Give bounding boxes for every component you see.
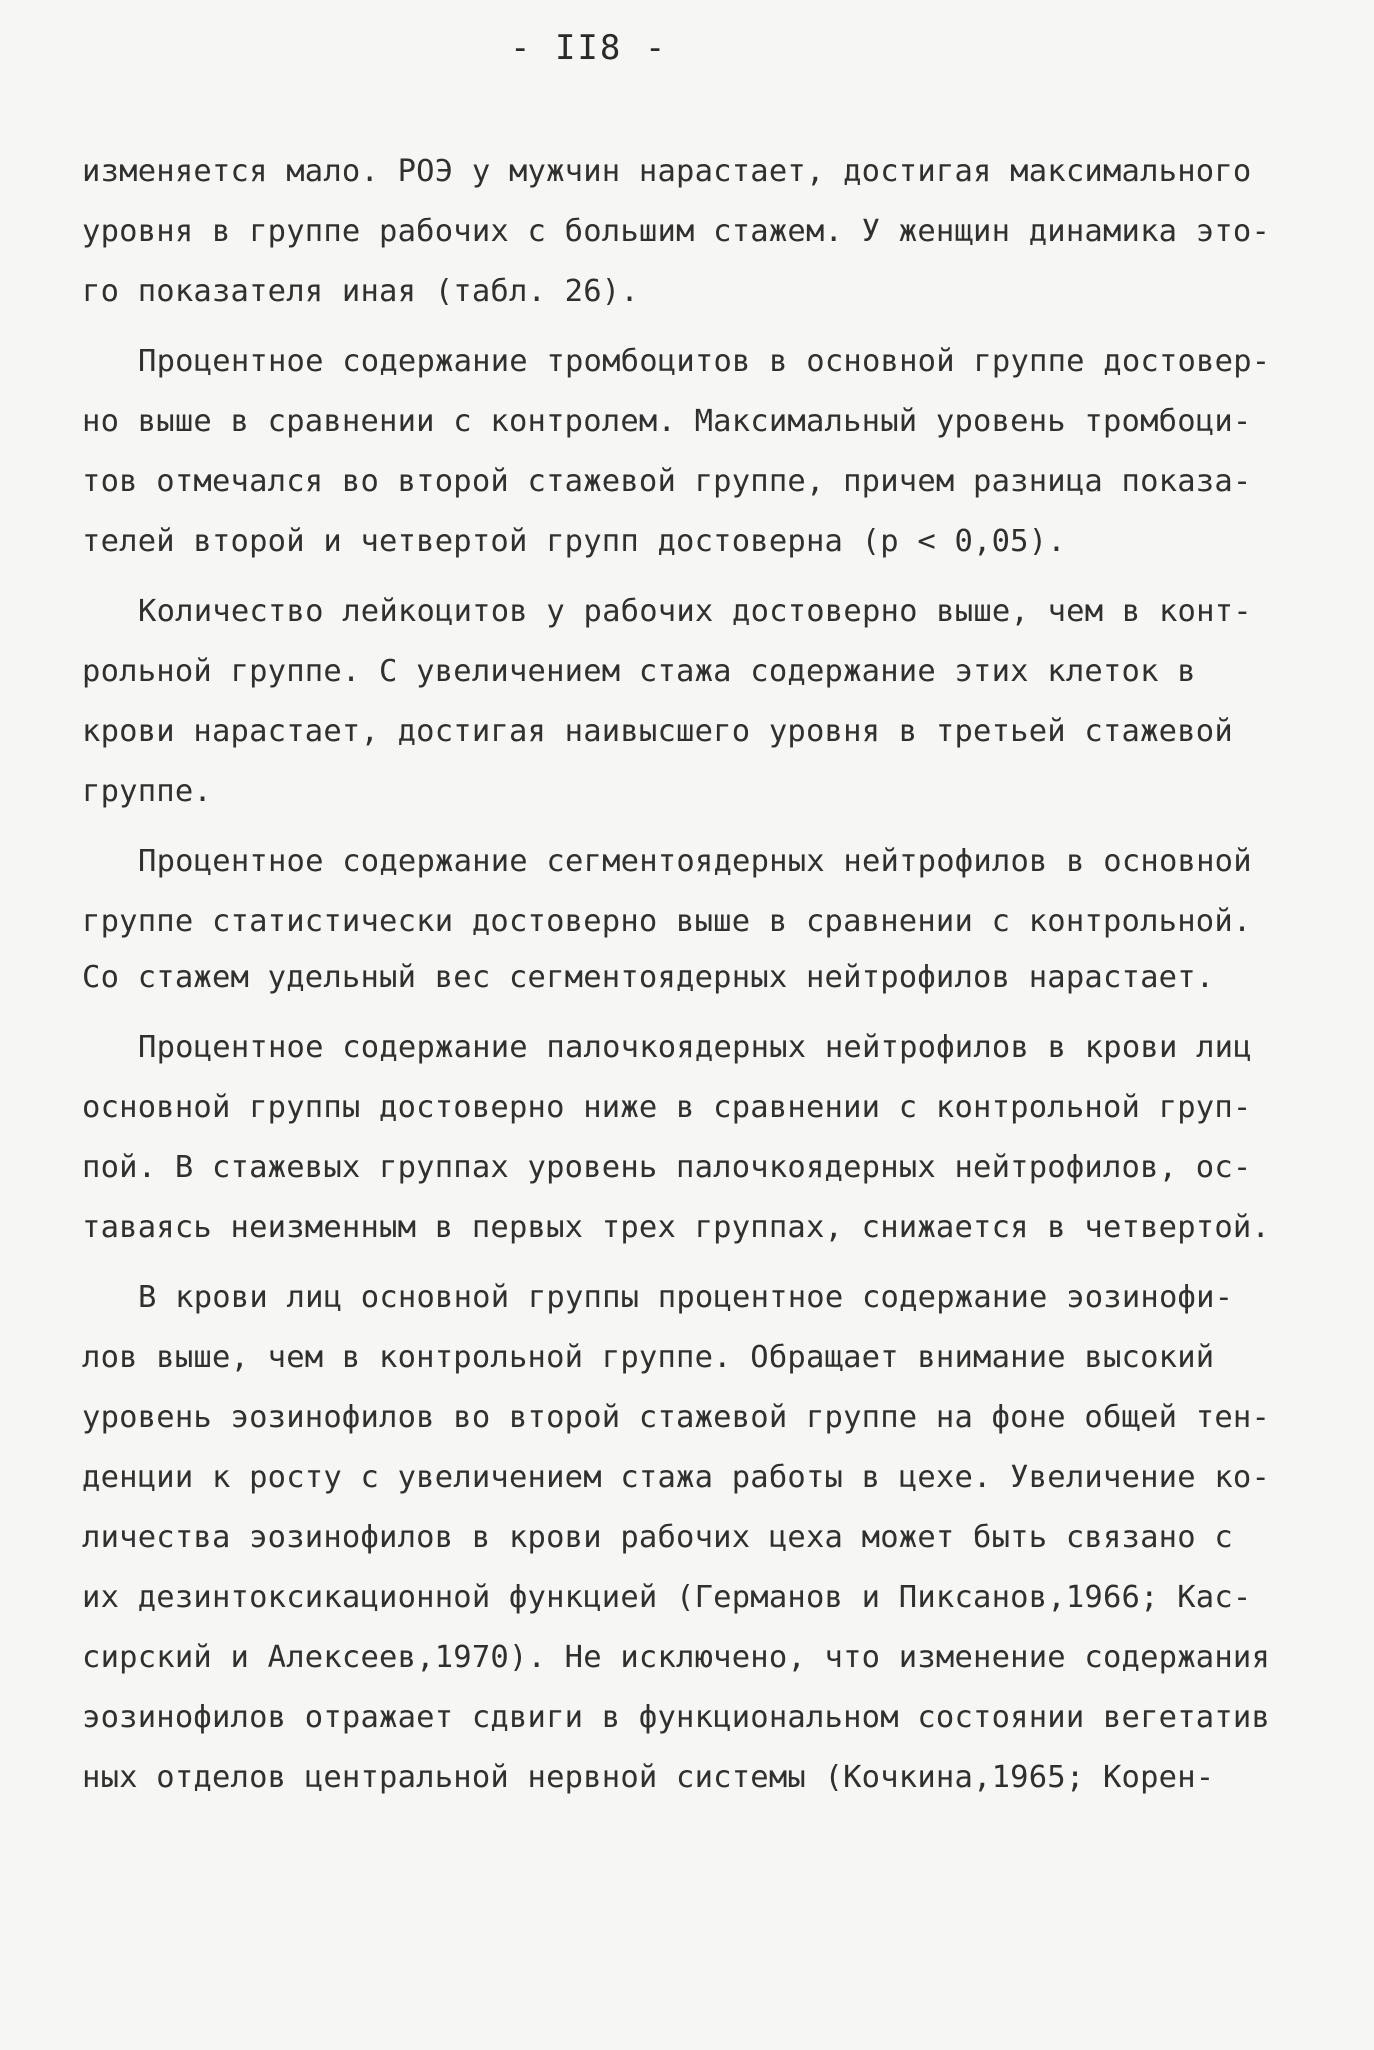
- paragraph-first-line: В крови лиц основной группы процентное содержание эозинофи-: [138, 1280, 1234, 1315]
- text-line: личества эозинофилов в крови рабочих цеха может быть связано с: [82, 1520, 1233, 1555]
- paragraph-first-line: Процентное содержание тромбоцитов в основной группе достовер-: [138, 344, 1271, 379]
- text-line: но выше в сравнении с контролем. Максимальный уровень тромбоци-: [82, 404, 1252, 439]
- paragraph-first-line: Процентное содержание сегментоядерных нейтрофилов в основной: [138, 844, 1252, 879]
- paragraph-first-line: Процентное содержание палочкоядерных нейтрофилов в крови лиц: [138, 1030, 1252, 1065]
- text-line: крови нарастает, достигая наивысшего уровня в третьей стажевой: [82, 714, 1233, 749]
- text-line: ных отделов центральной нервной системы (Кочкина,1965; Корен-: [82, 1760, 1215, 1795]
- text-line: изменяется мало. РОЭ у мужчин нарастает, достигая максимального: [82, 154, 1252, 189]
- paragraph-first-line: Количество лейкоцитов у рабочих достоверно выше, чем в конт-: [138, 594, 1252, 629]
- text-line: денции к росту с увеличением стажа работы в цехе. Увеличение ко-: [82, 1460, 1271, 1495]
- page-number: - II8 -: [510, 28, 668, 68]
- text-line: уровень эозинофилов во второй стажевой группе на фоне общей тен-: [82, 1400, 1271, 1435]
- text-line: уровня в группе рабочих с большим стажем. У женщин динамика это-: [82, 214, 1271, 249]
- text-line: тов отмечался во второй стажевой группе, причем разница показа-: [82, 464, 1252, 499]
- text-line: их дезинтоксикационной функцией (Германов и Пиксанов,1966; Кас-: [82, 1580, 1252, 1615]
- text-line: сирский и Алексеев,1970). Не исключено, что изменение содержания: [82, 1640, 1271, 1675]
- text-line: рольной группе. С увеличением стажа содержание этих клеток в: [82, 654, 1196, 689]
- text-line: пой. В стажевых группах уровень палочкоядерных нейтрофилов, ос-: [82, 1150, 1252, 1185]
- text-line: телей второй и четвертой групп достоверна (р < 0,05).: [82, 524, 1066, 559]
- text-line: основной группы достоверно ниже в сравнении с контрольной груп-: [82, 1090, 1252, 1125]
- text-line: группе статистически достоверно выше в сравнении с контрольной.: [82, 904, 1252, 939]
- text-line: лов выше, чем в контрольной группе. Обращает внимание высокий: [82, 1340, 1215, 1375]
- text-line: группе.: [82, 774, 212, 809]
- text-line: Со стажем удельный вес сегментоядерных нейтрофилов нарастает.: [82, 960, 1215, 995]
- text-line: эозинофилов отражает сдвиги в функциональном состоянии вегетатив: [82, 1700, 1271, 1735]
- text-line: таваясь неизменным в первых трех группах, снижается в четвертой.: [82, 1210, 1271, 1245]
- text-line: го показателя иная (табл. 26).: [82, 274, 639, 309]
